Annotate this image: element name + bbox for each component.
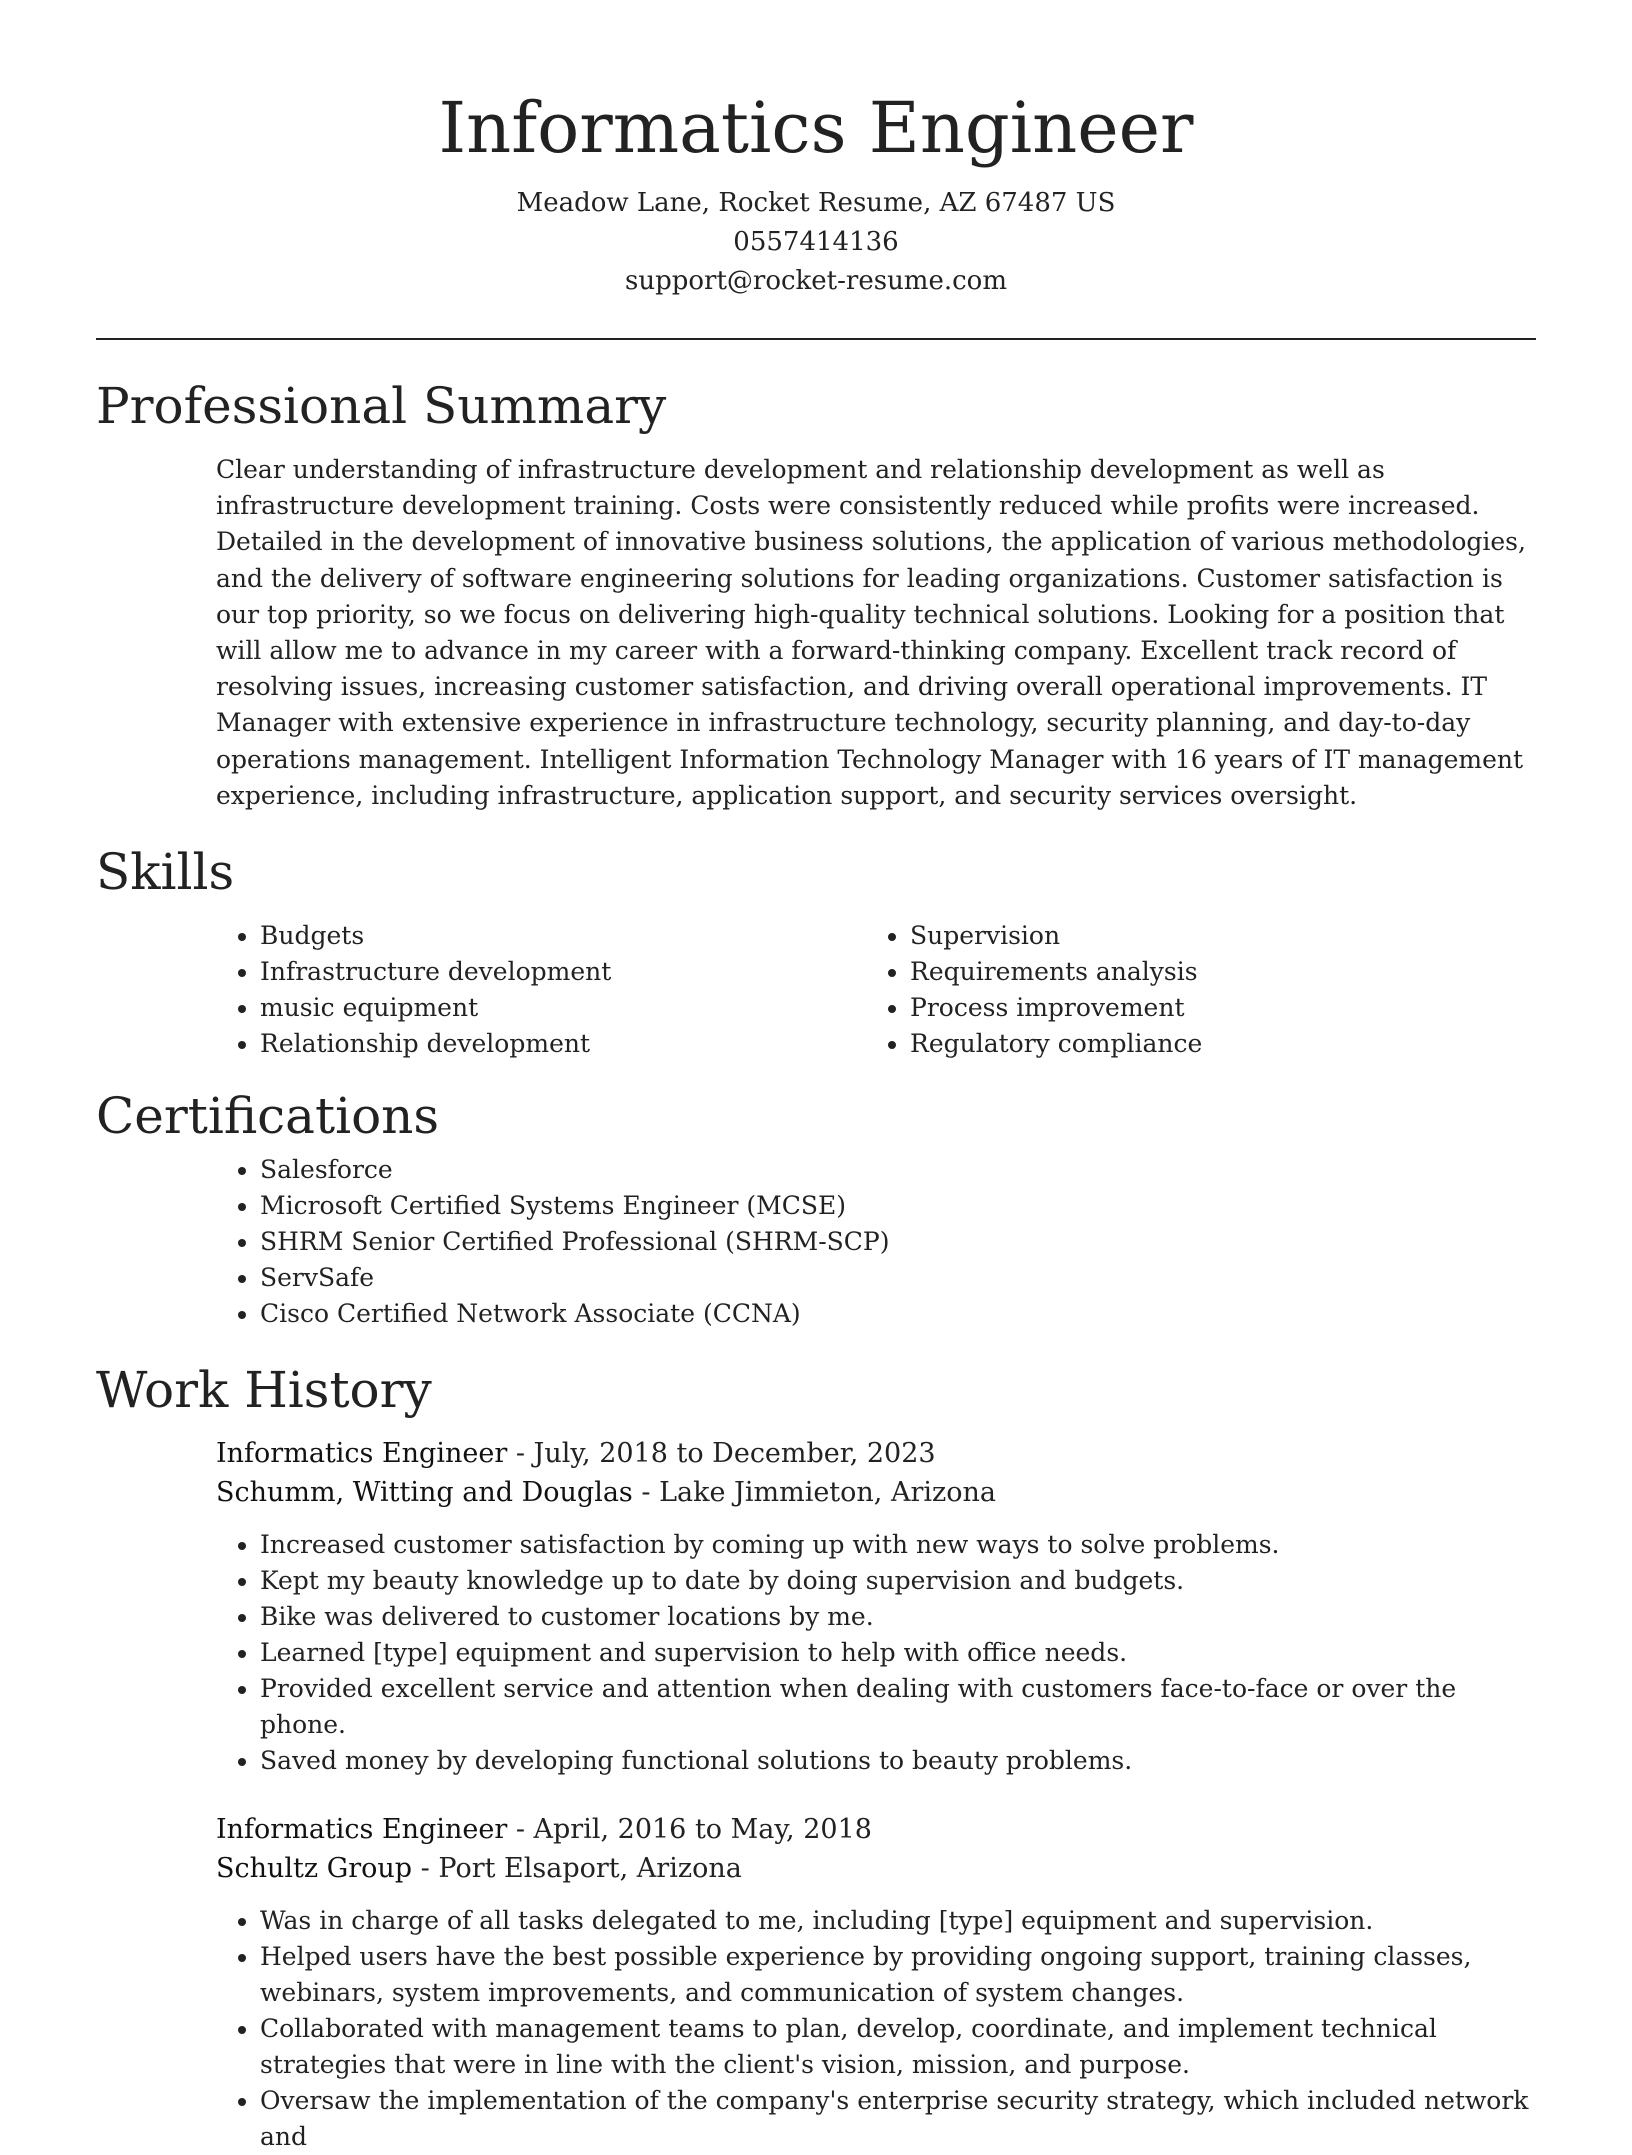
contact-block bbox=[96, 184, 1536, 301]
skill-item: • Regulatory compliance bbox=[910, 1026, 1396, 1062]
job-bullet: • Was in charge of all tasks delegated to me, including [type] equipment and supervision. bbox=[260, 1903, 1536, 1939]
skill-item: • Requirements analysis bbox=[910, 954, 1396, 990]
certification-item: • Microsoft Certified Systems Engineer (MCSE) bbox=[260, 1188, 1536, 1224]
job-company-line bbox=[96, 1473, 1536, 1512]
contact-phone: 0557414136 bbox=[733, 227, 899, 257]
skill-item: • Supervision bbox=[910, 918, 1396, 954]
job-title-line bbox=[96, 1434, 1536, 1473]
job-bullet: • Kept my beauty knowledge up to date by doing supervision and budgets. bbox=[260, 1563, 1536, 1599]
certifications-heading: Certifications bbox=[96, 1087, 440, 1146]
job-location: - Port Elsaport, Arizona bbox=[412, 1853, 742, 1885]
skill-item: • music equipment bbox=[260, 990, 746, 1026]
job-bullets bbox=[96, 1527, 1536, 1779]
certifications-list bbox=[96, 1152, 1536, 1332]
job-bullet: • Bike was delivered to customer locations by me. bbox=[260, 1599, 1536, 1635]
job-role: Informatics Engineer bbox=[216, 1814, 508, 1846]
contact-email: support@rocket-resume.com bbox=[624, 266, 1007, 296]
job-entry bbox=[96, 1810, 1536, 2155]
job-dates: - April, 2016 to May, 2018 bbox=[507, 1814, 872, 1846]
work-history-section bbox=[96, 1354, 1536, 2155]
certifications-section bbox=[96, 1080, 1536, 1332]
skill-item: • Relationship development bbox=[260, 1026, 746, 1062]
work-history-heading: Work History bbox=[96, 1361, 432, 1420]
job-bullet: • Collaborated with management teams to plan, develop, coordinate, and implement technical strategies that were in line with the client's vision, mission, and purpose. bbox=[260, 2011, 1536, 2083]
job-company: Schultz Group bbox=[216, 1853, 413, 1885]
resume-header bbox=[96, 0, 1536, 301]
skill-item: • Budgets bbox=[260, 918, 746, 954]
job-bullets bbox=[96, 1903, 1536, 2155]
contact-address: Meadow Lane, Rocket Resume, AZ 67487 US bbox=[516, 188, 1116, 218]
job-bullet: • Increased customer satisfaction by coming up with new ways to solve problems. bbox=[260, 1527, 1536, 1563]
skills-heading: Skills bbox=[96, 843, 235, 902]
summary-section bbox=[96, 370, 1536, 814]
job-role: Informatics Engineer bbox=[216, 1438, 508, 1470]
job-bullet: • Saved money by developing functional solutions to beauty problems. bbox=[260, 1743, 1536, 1779]
skills-section bbox=[96, 836, 1536, 1062]
skills-list-right bbox=[746, 918, 1396, 1062]
certification-item: • SHRM Senior Certified Professional (SHRM-SCP) bbox=[260, 1224, 1536, 1260]
job-dates: - July, 2018 to December, 2023 bbox=[507, 1438, 936, 1470]
job-title-line bbox=[96, 1810, 1536, 1849]
certification-item: • ServSafe bbox=[260, 1260, 1536, 1296]
job-bullet: • Provided excellent service and attention when dealing with customers face-to-face or over the phone. bbox=[260, 1671, 1536, 1743]
job-location: - Lake Jimmieton, Arizona bbox=[632, 1477, 996, 1509]
job-company-line bbox=[96, 1849, 1536, 1888]
skills-grid bbox=[96, 918, 1536, 1062]
certification-item: • Cisco Certified Network Associate (CCNA) bbox=[260, 1296, 1536, 1332]
job-company: Schumm, Witting and Douglas bbox=[216, 1477, 633, 1509]
job-bullet: • Helped users have the best possible experience by providing ongoing support, training classes, webinars, system improvements, and communication of system changes. bbox=[260, 1939, 1536, 2011]
header-divider bbox=[96, 338, 1536, 340]
job-entry bbox=[96, 1434, 1536, 1779]
job-bullet: • Oversaw the implementation of the company's enterprise security strategy, which included network and bbox=[260, 2083, 1536, 2155]
skill-item: • Process improvement bbox=[910, 990, 1396, 1026]
skill-item: • Infrastructure development bbox=[260, 954, 746, 990]
summary-heading: Professional Summary bbox=[96, 377, 667, 435]
job-bullet: • Learned [type] equipment and supervision to help with office needs. bbox=[260, 1635, 1536, 1671]
certification-item: • Salesforce bbox=[260, 1152, 1536, 1188]
skills-list-left bbox=[96, 918, 746, 1062]
summary-text: Clear understanding of infrastructure development and relationship development as well as infrastructure development training. Costs were consistently reduced while profits were increased. Detailed in the development of innovative business solutions, the application of various methodologies, and the delivery of software engineering solutions for leading organizations. Customer satisfaction is our top priority, so we focus on delivering high-quality technical solutions. Looking for a position that will allow me to advance in my career with a forward-thinking company. Excellent track record of resolving issues, increasing customer satisfaction, and driving overall operational improvements. IT Manager with extensive experience in infrastructure technology, security planning, and day-to-day operations management. Intelligent Information Technology Manager with 16 years of IT management experience, including infrastructure, application support, and security services oversight. bbox=[216, 455, 1526, 810]
resume-name: Informatics Engineer bbox=[438, 87, 1194, 169]
